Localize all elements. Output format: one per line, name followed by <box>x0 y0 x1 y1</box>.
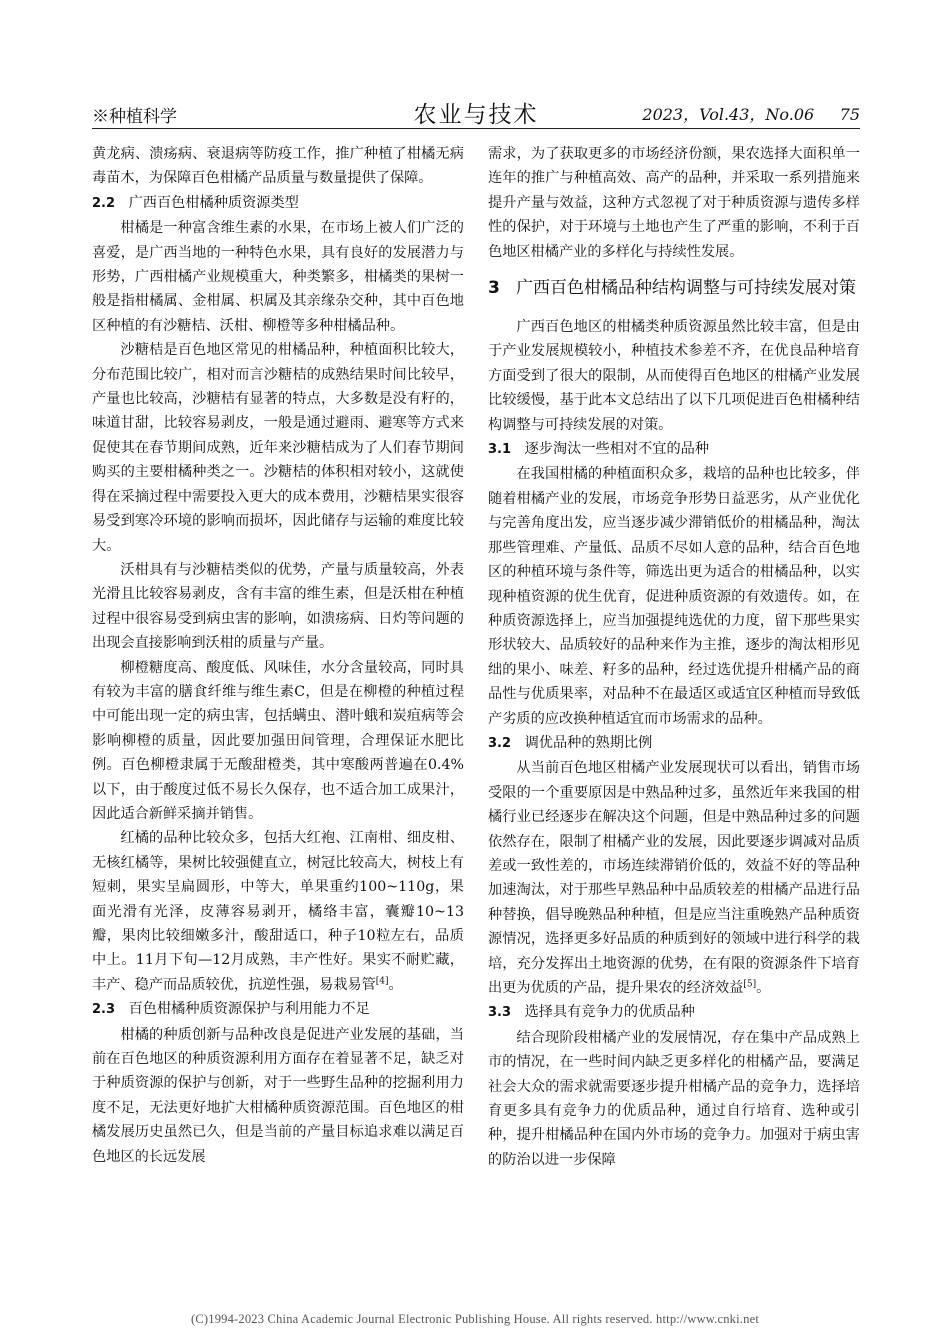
paragraph: 沙糖桔是百色地区常见的柑橘品种，种植面积比较大，分布范围比较广，相对而言沙糖桔的成熟结果时间比较早，产量也比较高，沙糖桔有显著的特点，大多数是没有籽的，味道甘甜，比较容易剥皮，一般是通过避雨、避寒等方式来促使其在春节期间成熟，近年来沙糖桔成为了人们春节期间购买的主要柑橘种类之一。沙糖桔的体积相对较小，这就使得在采摘过程中需要投入更大的成本费用，沙糖桔果实很容易受到寒冷环境的影响而损坏，因此储存与运输的难度比较大。 <box>92 342 464 554</box>
heading-title: 广西百色柑橘品种结构调整与可持续发展对策 <box>516 278 857 299</box>
section-heading-3 <box>488 274 860 303</box>
paragraph: 黄龙病、溃疡病、衰退病等防疫工作，推广种植了柑橘无病毒苗木，为保障百色柑橘产品质量与数量提供了保障。 <box>92 146 464 187</box>
paragraph: 沃柑具有与沙糖桔类似的优势，产量与质量较高，外表光滑且比较容易剥皮，含有丰富的维生素，但是沃柑在种植过程中很容易受到病虫害的影响，如溃疡病、日灼等问题的出现会直接影响到沃柑的质量与产量。 <box>92 561 464 652</box>
section-label: ※种植科学 <box>92 107 177 127</box>
paragraph <box>488 756 860 1000</box>
citation: [5] <box>743 979 757 990</box>
subsection-heading-2-2 <box>92 191 464 216</box>
heading-title: 百色柑橘种质资源保护与利用能力不足 <box>128 1001 370 1018</box>
heading-number: 2.3 <box>92 1002 116 1018</box>
heading-number: 3.1 <box>488 442 512 458</box>
heading-title: 选择具有竞争力的优质品种 <box>524 1004 695 1021</box>
heading-title: 逐步淘汰一些相对不宜的品种 <box>524 441 710 458</box>
paragraph <box>92 826 464 997</box>
heading-number: 3 <box>488 278 500 299</box>
paragraph: 柳橙糖度高、酸度低、风味佳，水分含量较高，同时具有较为丰富的膳食纤维与维生素C，但是在柳橙的种植过程中可能出现一定的病虫害，包括螨虫、潜叶蛾和炭疽病等会影响柳橙的质量，因此要加强田间管理，合理保证水肥比例。百色柳橙隶属于无酸甜橙类，其中寒酸两普遍在0.4%以下，由于酸度过低不易长久保存，也不适合加工成果汁，因此适合新鲜采摘并销售。 <box>92 659 464 822</box>
copyright-footer: (C)1994-2023 China Academic Journal Electronic Publishing House. All rights reserved. http://www.cnki.net <box>190 1312 759 1326</box>
paragraph-end: 。 <box>756 980 771 996</box>
issue-and-page <box>642 102 860 125</box>
left-column <box>92 142 464 1169</box>
subsection-heading-3-2 <box>488 731 860 756</box>
paragraph-end: 。 <box>388 976 403 993</box>
paragraph: 需求，为了获取更多的市场经济份额，果农选择大面积单一连年的推广与种植高效、高产的品种，并采取一系列措施来提升产量与效益，这种方式忽视了对于种质资源与遗传多样性的保护，对于环境与土地也产生了严重的影响，不利于百色地区柑橘产业的多样化与持续性发展。 <box>488 146 860 260</box>
heading-title: 广西百色柑橘种质资源类型 <box>128 194 299 211</box>
heading-title: 调优品种的熟期比例 <box>524 734 653 751</box>
subsection-heading-3-3 <box>488 1000 860 1025</box>
journal-title: 农业与技术 <box>413 102 539 128</box>
subsection-heading-2-3 <box>92 997 464 1022</box>
heading-number: 3.3 <box>488 1005 512 1021</box>
paragraph: 广西百色地区的柑橘类种质资源虽然比较丰富，但是由于产业发展规模较小，种植技术参差不齐，在优良品种培育方面受到了很大的限制，从而使得百色地区的柑橘产业发展比较缓慢，基于此本文总结出了以下几项促进百色柑橘种结构调整与可持续发展的对策。 <box>488 319 860 433</box>
right-column <box>488 142 860 1172</box>
subsection-heading-3-1 <box>488 437 860 462</box>
heading-number: 2.2 <box>92 195 116 211</box>
paragraph: 柑橘的种质创新与品种改良是促进产业发展的基础，当前在百色地区的种质资源利用方面存在着显著不足，缺乏对于种质资源的保护与创新，对于一些野生品种的挖掘利用力度不足，无法更好地扩大柑橘种质资源范围。百色地区的柑橘发展历史虽然已久，但是当前的产量目标追求难以满足百色地区的长远发展 <box>92 1026 464 1165</box>
paragraph-text: 红橘的品种比较众多，包括大红袍、江南柑、细皮柑、无核红橘等，果树比较强健直立，树冠比较高大，树枝上有短刺，果实呈扁圆形，中等大，单果重约100~110g，果面光滑有光泽，皮薄容易剥开，橘络丰富，囊瓣10~13瓣，果肉比较细嫩多汁，酸甜适口，种子10粒左右，品质中上。11月下旬—12月成熟，丰产性好。果实不耐贮藏，丰产、稳产而品质较优，抗逆性强，易栽易管 <box>92 830 464 993</box>
running-header <box>92 96 860 126</box>
issue-info: 2023，Vol.43，No.06 <box>642 105 815 124</box>
heading-number: 3.2 <box>488 735 512 751</box>
paragraph: 在我国柑橘的种植面积众多，栽培的品种也比较多，伴随着柑橘产业的发展，市场竞争形势日益恶劣，从产业优化与完善角度出发，应当逐步减少滞销低价的柑橘品种，淘汰那些管理难、产量低、品质不尽如人意的品种，结合百色地区的种植环境与条件等，筛选出更为适合的柑橘品种，以实现种植资源的优生优育，促进种质资源的有效遗传。如，在种质资源选择上，应当加强提纯选优的力度，留下那些果实形状较大、品质较好的品种来作为主推，逐步的淘汰相形见绌的果小、味差、籽多的品种，经过选优提升柑橘产品的商品性与优质果率，对品种不在最适区或适宜区种植而导致低产劣质的应改换种植适宜而市场需求的品种。 <box>488 466 860 727</box>
paragraph-text: 从当前百色地区柑橘产业发展现状可以看出，销售市场受限的一个重要原因是中熟品种过多，虽然近年来我国的柑橘行业已经逐步在解决这个问题，但是中熟品种过多的问题依然存在，限制了柑橘产业的发展，因此要逐步调减对品质差或一致性差的，市场连续滞销价低的，效益不好的等品种加速淘汰，对于那些早熟品种中品质较差的柑橘产品进行品种替换，倡导晚熟品种种植，但是应当注重晚熟产品种质资源情况，选择更多好品质的种质到好的领域中进行科学的栽培，充分发挥出土地资源的优势，在有限的资源条件下培育出更为优质的产品，提升果农的经济效益 <box>488 760 860 996</box>
paragraph: 柑橘是一种富含维生素的水果，在市场上被人们广泛的喜爱，是广西当地的一种特色水果，具有良好的发展潜力与形势，广西柑橘产业规模重大，种类繁多，柑橘类的果树一般是指柑橘属、金柑属、枳属及其亲缘杂交种，其中百色地区种植的有沙糖桔、沃柑、柳橙等多种柑橘品种。 <box>92 220 464 334</box>
page-number: 75 <box>839 105 860 124</box>
citation: [4] <box>375 976 389 987</box>
paragraph: 结合现阶段柑橘产业的发展情况，存在集中产品成熟上市的情况，在一些时间内缺乏更多样化的柑橘产品，要满足社会大众的需求就需要逐步提升柑橘产品的竞争力，选择培育更多具有竞争力的优质品种，通过自行培育、选种或引种，提升柑橘品种在国内外市场的竞争力。加强对于病虫害的防治以进一步保障 <box>488 1029 860 1168</box>
header-rule <box>92 128 860 129</box>
